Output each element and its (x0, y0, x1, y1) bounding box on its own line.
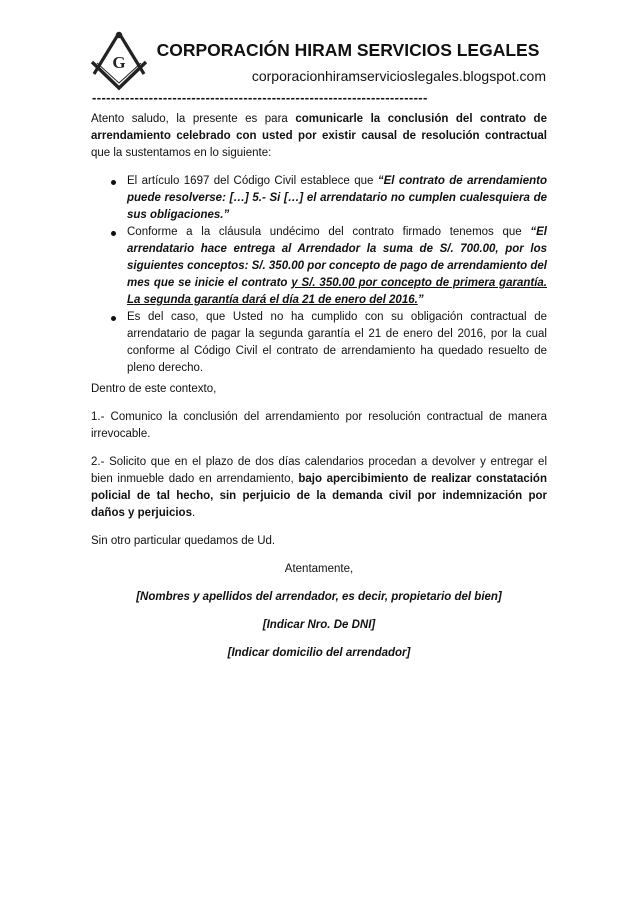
masonic-square-compass-logo (88, 30, 150, 92)
bullet-icon (111, 180, 116, 185)
point-2-paragraph (91, 454, 547, 522)
intro-text-bold: comunicarle la conclusión del contrato de arrendamiento celebrado con usted por existir causal de resolución contractual (91, 113, 547, 142)
point-2-bold: bajo apercibimiento de realizar constatación policial de tal hecho, sin perjuicio de la demanda civil por indemnización por daños y perjuicios (91, 473, 547, 519)
bullet-icon (111, 316, 116, 321)
bullet-1-text: El artículo 1697 del Código Civil establece que (127, 175, 378, 187)
signature-address-placeholder: [Indicar domicilio del arrendador] (227, 647, 411, 659)
bullet-2-quote-underlined: y S/. 350.00 por concepto de primera garantía. La segunda garantía dará el día 21 de enero del 2016. (127, 277, 547, 306)
bullet-2-quote-close: ” (417, 294, 424, 306)
intro-paragraph (91, 111, 547, 162)
bullet-2-quote: “El arrendatario hace entrega al Arrendador la suma de S/. 700.00, por los siguientes conceptos: S/. 350.00 por concepto de pago de arrendamiento del mes que se inicie el contrato (127, 226, 547, 289)
bullet-3-text: Es del caso, que Usted no ha cumplido con su obligación contractual de arrendatario de pagar la segunda garantía el 21 de enero del 2016, por la cual conforme al Código Civil el contrato de arrendamiento ha quedado resuelto de pleno derecho. (127, 311, 547, 374)
list-item (91, 224, 547, 309)
intro-text-2: que la sustentamos en lo siguiente: (91, 147, 272, 159)
svg-text:G: G (112, 53, 126, 72)
bullet-icon (111, 231, 116, 236)
organization-blog-url: corporacionhiramservicioslegales.blogspot.com (251, 68, 546, 84)
dashed-separator: ----------------------------------------------------------------------- (92, 90, 428, 105)
bullet-2-text: Conforme a la cláusula undécimo del contrato firmado tenemos que (127, 226, 531, 238)
closing-paragraph: Sin otro particular quedamos de Ud. (91, 535, 276, 547)
signature-dni-placeholder: [Indicar Nro. De DNI] (262, 619, 376, 631)
intro-text-1: Atento saludo, la presente es para (91, 113, 296, 125)
list-item (91, 173, 547, 224)
organization-title: CORPORACIÓN HIRAM SERVICIOS LEGALES (156, 40, 540, 60)
point-2-text: 2.- Solicito que en el plazo de dos días calendarios procedan a devolver y entregar el bien inmueble dado en arrendamiento, (91, 456, 547, 485)
regards: Atentamente, (284, 563, 354, 575)
bullet-1-quote: “El contrato de arrendamiento puede resolverse: […] 5.- Si […] el arrendatario no cumplen cualesquiera de sus obligaciones.” (127, 175, 547, 221)
point-1-paragraph: 1.- Comunico la conclusión del arrendamiento por resolución contractual de manera irrevocable. (91, 411, 547, 440)
grounds-list (91, 173, 547, 377)
signature-name-placeholder: [Nombres y apellidos del arrendador, es decir, propietario del bien] (136, 591, 502, 603)
context-paragraph: Dentro de este contexto, (91, 383, 217, 395)
letter-body (91, 111, 547, 673)
point-2-period: . (191, 507, 196, 519)
list-item (91, 309, 547, 377)
